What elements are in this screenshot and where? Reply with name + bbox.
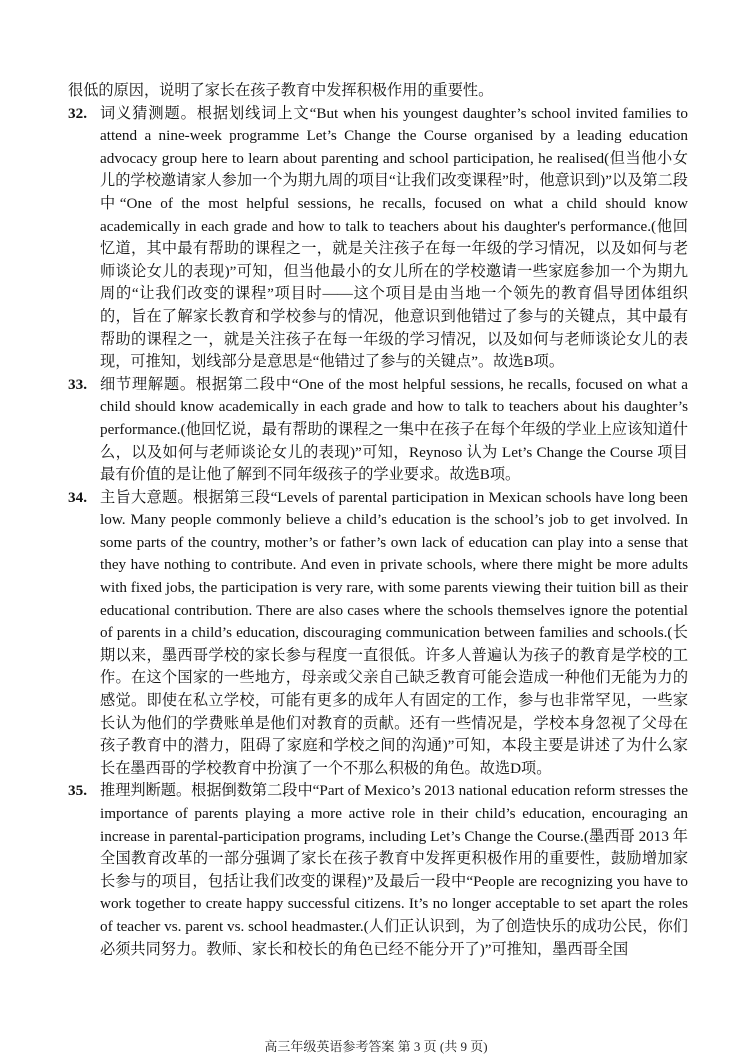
question-number: 35. bbox=[68, 782, 87, 800]
explanation-text: 细节理解题。根据第二段中“One of the most helpful sessions, he recalls, focused on what a child should know academically in each grade and how to talk to teachers about his daughter’s performance.(他回忆说，最有帮助的课程之一集中在孩子在每个年级的学业上应该知道什么，以及如何与老师谈论女儿的表现)”可知，Reynoso 认为 Let’s Change the Course 项目最有价值的是让他了解到不同年级孩子的学业要求。故选B项。 bbox=[100, 375, 688, 484]
intro-line: 很低的原因，说明了家长在孩子教育中发挥积极作用的重要性。 bbox=[68, 82, 494, 99]
answer-explanations bbox=[68, 80, 688, 961]
explanation-text: 主旨大意题。根据第三段“Levels of parental participation in Mexican schools have long been low. Many people commonly believe a child’s education is the school’s job to get involved. In some parts of the country, mother’s or father’s own lack of education can play into a sense that they have nothing to contribute. And even in private schools, where there might be more adults with fixed jobs, the participation is very rare, with some parents viewing their tuition bill as their educational contribution. There are also cases where the schools themselves ignore the potential of parents in a child’s education, discouraging communication between families and schools.(长期以来，墨西哥学校的家长参与程度一直很低。许多人普遍认为孩子的教育是学校的工作。在这个国家的一些地方，母亲或父亲自己缺乏教育可能会造成一种他们无能为力的感觉。即使在私立学校，可能有更多的成年人有固定的工作，参与也非常罕见，一些家长认为他们的学费账单是他们对教育的贡献。还有一些情况是，学校本身忽视了父母在孩子教育中的潜力，阻碍了家庭和学校之间的沟通)”可知，本段主要是讲述了为什么家长在墨西哥的学校教育中扮演了一个不那么积极的角色。故选D项。 bbox=[100, 488, 688, 777]
question-number: 34. bbox=[68, 488, 87, 506]
question-number: 33. bbox=[68, 375, 87, 393]
answer-item-33 bbox=[68, 374, 688, 487]
answer-item-34 bbox=[68, 487, 688, 781]
explanation-text: 推理判断题。根据倒数第二段中“Part of Mexico’s 2013 national education reform stresses the importance of parents playing a more active role in their child’s education, encouraging an increase in parental-participation programs, including Let’s Change the Course.(墨西哥 2013 年全国教育改革的一部分强调了家长在孩子教育中发挥更积极作用的重要性，鼓励增加家长参与的项目，包括让我们改变的课程)”及最后一段中“People are recognizing you have to work together to create happy successful citizens. It’s no longer acceptable to set apart the roles of teacher vs. parent vs. school headmaster.(人们正认识到，为了创造快乐的成功公民，你们必须共同努力。教师、家长和校长的角色已经不能分开了)”可推知，墨西哥全国 bbox=[100, 782, 688, 958]
answer-item-32 bbox=[68, 103, 688, 374]
question-number: 32. bbox=[68, 104, 87, 122]
page-footer: 高三年级英语参考答案 第 3 页 (共 9 页) bbox=[264, 1039, 488, 1054]
answer-item-35 bbox=[68, 780, 688, 961]
explanation-text: 词义猜测题。根据划线词上文“But when his youngest daughter’s school invited families to attend a nine-week programme Let’s Change the Course organised by a leading education advocacy group here to learn about parenting and school participation, he realised(但当他小女儿的学校邀请家人参加一个为期九周的项目“让我们改变课程”时，他意识到)”以及第二段中“One of the most helpful sessions, he recalls, focused on what a child should know academically in each grade and how to talk to teachers about his daughter's performance.(他回忆道，其中最有帮助的课程之一，就是关注孩子在每一年级的学习情况，以及如何与老师谈论女儿的表现)”可知，但当他最小的女儿所在的学校邀请一些家庭参加一个为期九周的“让我们改变的课程”项目时——这个项目是由当地一个领先的教育倡导团体组织的，旨在了解家长教育和学校参与的情况，他意识到他错过了参与的关键点，其中最有帮助的课程之一，就是关注孩子在每一年级的学习情况，以及如何与老师谈论女儿的表现，可推知，划线部分是意思是“他错过了参与的关键点”。故选B项。 bbox=[100, 104, 688, 371]
